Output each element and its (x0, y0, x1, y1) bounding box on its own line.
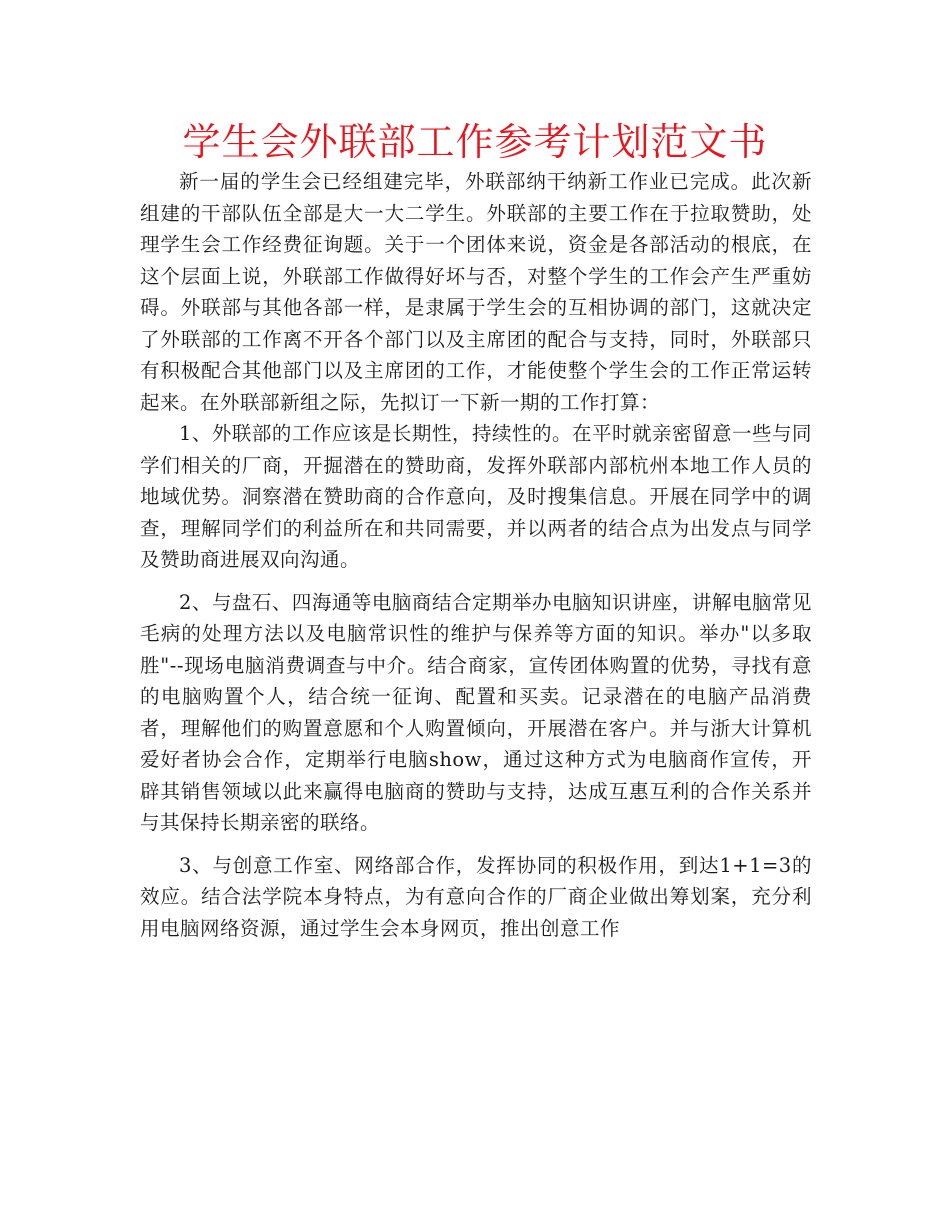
paragraph-item-2: 2、与盘石、四海通等电脑商结合定期举办电脑知识讲座，讲解电脑常见毛病的处理方法以及电脑常识性的维护与保养等方面的知识。举办"以多取胜"--现场电脑消费调查与中介。结合商家，宣传团体购置的优势，寻找有意的电脑购置个人，结合统一征询、配置和买卖。记录潜在的电脑产品消费者，理解他们的购置意愿和个人购置倾向，开展潜在客户。并与浙大计算机爱好者协会合作，定期举行电脑show，通过这种方式为电脑商作宣传，开辟其销售领域以此来赢得电脑商的赞助与支持，达成互惠互利的合作关系并与其保持长期亲密的联络。 (140, 590, 812, 834)
paragraph-item-1: 1、外联部的工作应该是长期性，持续性的。在平时就亲密留意一些与同学们相关的厂商，开掘潜在的赞助商，发挥外联部内部杭州本地工作人员的地域优势。洞察潜在赞助商的合作意向，及时搜集信息。开展在同学中的调查，理解同学们的利益所在和共同需要，并以两者的结合点为出发点与同学及赞助商进展双向沟通。 (140, 422, 812, 571)
paragraph-intro: 新一届的学生会已经组建完毕，外联部纳干纳新工作业已完成。此次新组建的干部队伍全部是大一大二学生。外联部的主要工作在于拉取赞助，处理学生会工作经费征询题。关于一个团体来说，资金是各部活动的根底，在这个层面上说，外联部工作做得好坏与否，对整个学生的工作会产生严重妨碍。外联部与其他各部一样，是隶属于学生会的互相协调的部门，这就决定了外联部的工作离不开各个部门以及主席团的配合与支持，同时，外联部只有积极配合其他部门以及主席团的工作，才能使整个学生会的工作正常运转起来。在外联部新组之际，先拟订一下新一期的工作打算： (140, 170, 812, 414)
paragraph-item-3: 3、与创意工作室、网络部合作，发挥协同的积极作用，到达1+1=3的效应。结合法学院本身特点，为有意向合作的厂商企业做出筹划案，充分利用电脑网络资源，通过学生会本身网页，推出创意工作 (140, 853, 812, 940)
document-body (140, 166, 812, 944)
document-title: 学生会外联部工作参考计划范文书 (182, 120, 768, 164)
